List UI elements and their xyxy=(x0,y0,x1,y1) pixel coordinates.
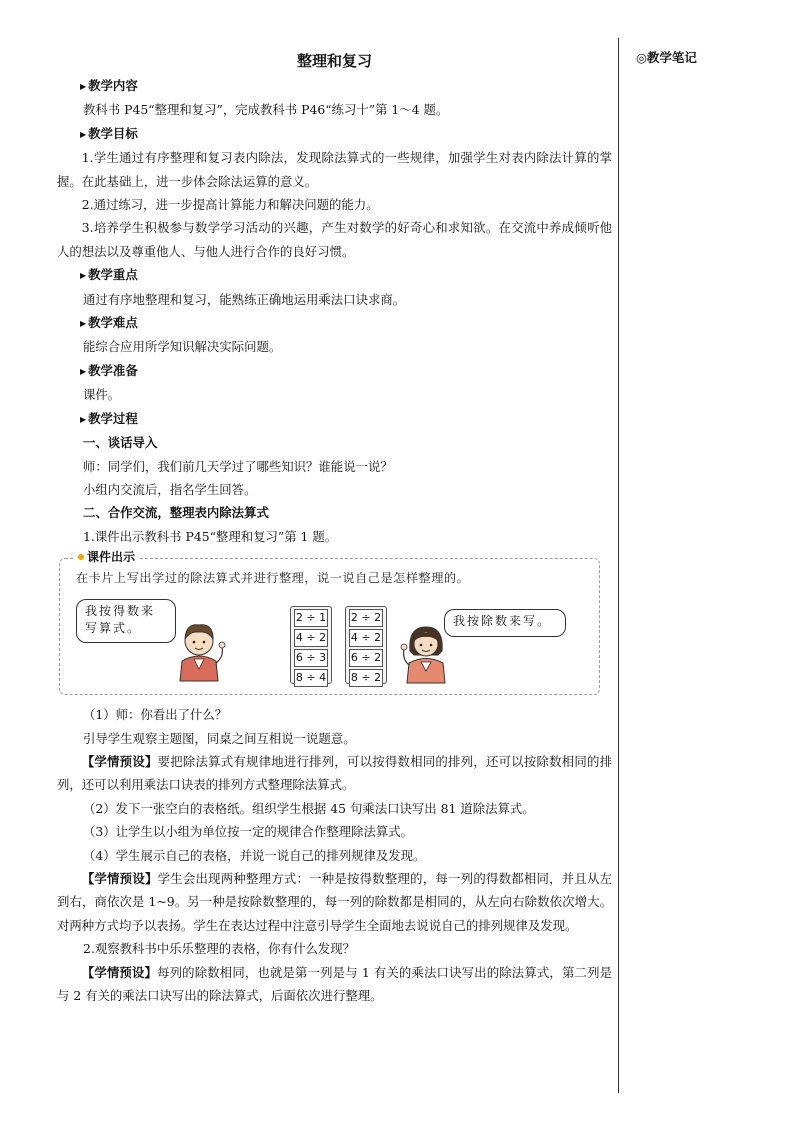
preset-3: 【学情预设】每列的除数相同，也就是第一列是与 1 有关的乘法口诀写出的除法算式，第二列是与 2 有关的乘法口诀写出的除法算式，后面依次进行整理。 xyxy=(57,964,612,1003)
card-expression: 2 ÷ 2 xyxy=(349,609,383,627)
preset-2: 【学情预设】学生会出现两种整理方式：一种是按得数整理的，每一列的得数都相同，并且从左到右，商依次是 1~9。另一种是按除数整理的，每一列的除数都是相同的，从左向右除数依次增大。对两种方式均予以表扬。学生在表达过程中注意引导学生全面地去说说自己的排列规律及发现。 xyxy=(57,870,613,933)
question-1-guide: 引导学生观察主题图，同桌之间互相说一说题意。 xyxy=(83,730,356,746)
division-card-by-quotient xyxy=(290,606,332,684)
courseware-tag: 课件出示 xyxy=(74,549,139,565)
courseware-box xyxy=(59,550,600,695)
goal-1: 1.学生通过有序整理和复习表内除法，发现除法算式的一些规律，加强学生对表内除法计算的掌握。在此基础上，进一步体会除法运算的意义。 xyxy=(57,150,612,189)
question-2: （2）发下一张空白的表格纸。组织学生根据 45 句乘法口诀写出 81 道除法算式。 xyxy=(83,800,535,816)
step-2-para-2: 2.观察教科书中乐乐整理的表格，你有什么发现？ xyxy=(83,941,356,957)
card-expression: 6 ÷ 2 xyxy=(349,649,383,667)
page-title: 整理和复习 xyxy=(296,52,372,70)
step-1-heading: 一、谈话导入 xyxy=(83,435,158,451)
prep-text: 课件。 xyxy=(83,387,121,403)
step-2-para-1: 1.课件出示教科书 P45“整理和复习”第 1 题。 xyxy=(83,528,338,544)
card-expression: 2 ÷ 1 xyxy=(294,609,328,627)
goal-3: 3.培养学生积极参与数学学习活动的兴趣，产生对数学的好奇心和求知欲。在交流中养成倾听他人的想法以及尊重他人、与他人进行合作的良好习惯。 xyxy=(57,220,612,259)
question-3: （3）让学生以小组为单位按一定的规律合作整理除法算式。 xyxy=(83,824,414,840)
girl-illustration-icon xyxy=(398,621,454,685)
key-text: 通过有序地整理和复习，能熟练正确地运用乘法口诀求商。 xyxy=(83,291,406,307)
triangle-bullet-icon: ▶ xyxy=(80,81,87,91)
section-heading-goals: ▶ 教学目标 xyxy=(80,125,138,141)
step-1-para-1: 师：同学们，我们前几天学过了哪些知识？谁能说一说？ xyxy=(83,458,393,474)
section-heading-prep: ▶ 教学准备 xyxy=(80,362,138,378)
boy-illustration-icon xyxy=(170,617,228,683)
triangle-bullet-icon: ▶ xyxy=(80,365,87,376)
triangle-bullet-icon: ▶ xyxy=(80,413,87,424)
teaching-notes-label: ◎教学笔记 xyxy=(636,50,697,65)
division-card-by-divisor xyxy=(345,606,387,684)
section-heading-content: ▶ 教学内容 xyxy=(80,78,138,93)
step-2-heading: 二、合作交流，整理表内除法算式 xyxy=(83,505,269,521)
card-expression: 4 ÷ 2 xyxy=(349,629,383,647)
dot-icon xyxy=(78,554,84,560)
card-expression: 8 ÷ 4 xyxy=(294,669,328,687)
preset-1: 【学情预设】要把除法算式有规律地进行排列，可以按得数相同的排列，还可以按除数相同的排列，还可以利用乘法口诀表的排列方式整理除法算式。 xyxy=(57,753,613,793)
content-text: 教科书 P45“整理和复习”，完成教科书 P46“练习十”第 1～4 题。 xyxy=(83,102,449,118)
question-4: （4）学生展示自己的表格，并说一说自己的排列规律及发现。 xyxy=(83,847,426,863)
speech-bubble-left: 我按得数来写算式。 xyxy=(76,599,176,643)
goal-2: 2.通过练习，进一步提高计算能力和解决问题的能力。 xyxy=(81,197,379,213)
section-heading-process: ▶ 教学过程 xyxy=(80,410,138,426)
column-divider xyxy=(618,38,619,1093)
step-1-para-2: 小组内交流后，指名学生回答。 xyxy=(83,481,257,497)
card-expression: 8 ÷ 2 xyxy=(349,669,383,687)
triangle-bullet-icon: ▶ xyxy=(80,318,87,329)
courseware-instruction: 在卡片上写出学过的除法算式并进行整理，说一说自己是怎样整理的。 xyxy=(76,571,470,586)
main-content xyxy=(57,48,612,1007)
difficulty-text: 能综合应用所学知识解决实际问题。 xyxy=(83,339,282,355)
triangle-bullet-icon: ▶ xyxy=(80,128,87,139)
section-heading-key: ▶ 教学重点 xyxy=(80,267,138,283)
section-heading-difficulty: ▶ 教学难点 xyxy=(80,315,138,331)
question-1: （1）师：你看出了什么？ xyxy=(83,707,228,723)
card-expression: 6 ÷ 3 xyxy=(294,649,328,667)
speech-bubble-right: 我按除数来写。 xyxy=(444,609,566,637)
card-expression: 4 ÷ 2 xyxy=(294,629,328,647)
triangle-bullet-icon: ▶ xyxy=(80,270,87,281)
